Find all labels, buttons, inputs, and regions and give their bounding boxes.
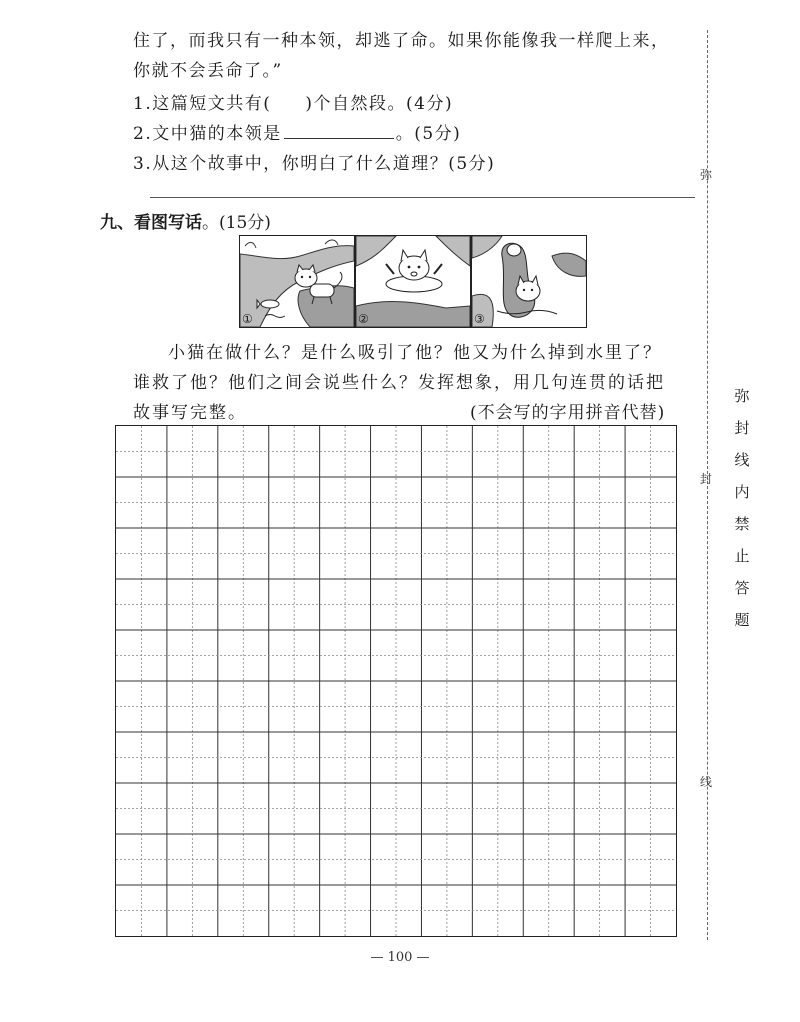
margin-mark-middle: 封 <box>700 472 713 486</box>
margin-mark-top: 弥 <box>700 168 713 182</box>
passage-line-2: 你就不会丢命了。” <box>133 61 283 81</box>
binding-char-2: 封 <box>734 419 750 437</box>
cat-in-water-illustration <box>356 236 470 327</box>
picture-number-1: ① <box>242 312 253 326</box>
binding-char-3: 线 <box>734 451 750 469</box>
margin-mark-bottom: 线 <box>700 775 713 789</box>
picture-number-2: ② <box>358 312 369 326</box>
binding-char-1: 弥 <box>734 387 750 405</box>
writing-grid[interactable] <box>115 425 677 937</box>
picture-panel-3 <box>471 235 587 328</box>
question-1-text-after: )个自然段。(4分) <box>305 94 454 114</box>
question-2-answer-line[interactable] <box>284 124 394 139</box>
picture-panel-2 <box>355 235 471 328</box>
binding-char-7: 答 <box>734 579 750 597</box>
cat-on-riverbank-illustration <box>240 236 354 327</box>
question-2-text-after: 。(5分) <box>395 124 462 144</box>
prompt-line-2: 谁救了他？他们之间会说些什么？发挥想象，用几句连贯的话把 <box>133 373 665 393</box>
binding-warning-text <box>733 380 751 636</box>
section-9-title <box>100 208 271 233</box>
rescue-illustration <box>472 236 586 327</box>
question-2 <box>133 119 461 144</box>
question-1-text-before: 1.这篇短文共有( <box>133 94 272 114</box>
binding-char-8: 题 <box>734 611 750 629</box>
picture-panel-1 <box>239 235 355 328</box>
passage-line-1: 住了，而我只有一种本领，却逃了命。如果你能像我一样爬上来， <box>133 31 670 51</box>
answer-rule-line[interactable] <box>150 197 695 198</box>
section-9-heading: 看图写话 <box>134 213 202 233</box>
prompt-line-1: 小猫在做什么？是什么吸引了他？他又为什么掉到水里了？ <box>168 343 662 363</box>
picture-number-3: ③ <box>474 312 485 326</box>
question-3: 3.从这个故事中，你明白了什么道理？(5分) <box>133 154 496 174</box>
section-9-number: 九、 <box>100 213 134 233</box>
question-2-text-before: 2.文中猫的本领是 <box>133 124 282 144</box>
page-number: — 100 — <box>370 950 430 965</box>
picture-strip <box>239 235 587 328</box>
prompt-line-3: 故事写完整。 <box>133 403 247 423</box>
question-1 <box>133 89 453 114</box>
binding-char-6: 止 <box>734 547 750 565</box>
binding-char-4: 内 <box>734 483 750 501</box>
writing-grid-lines <box>116 426 676 936</box>
section-9-score: 。(15分) <box>202 213 271 233</box>
prompt-hint: (不会写的字用拼音代替) <box>470 403 666 423</box>
binding-char-5: 禁 <box>734 515 750 533</box>
